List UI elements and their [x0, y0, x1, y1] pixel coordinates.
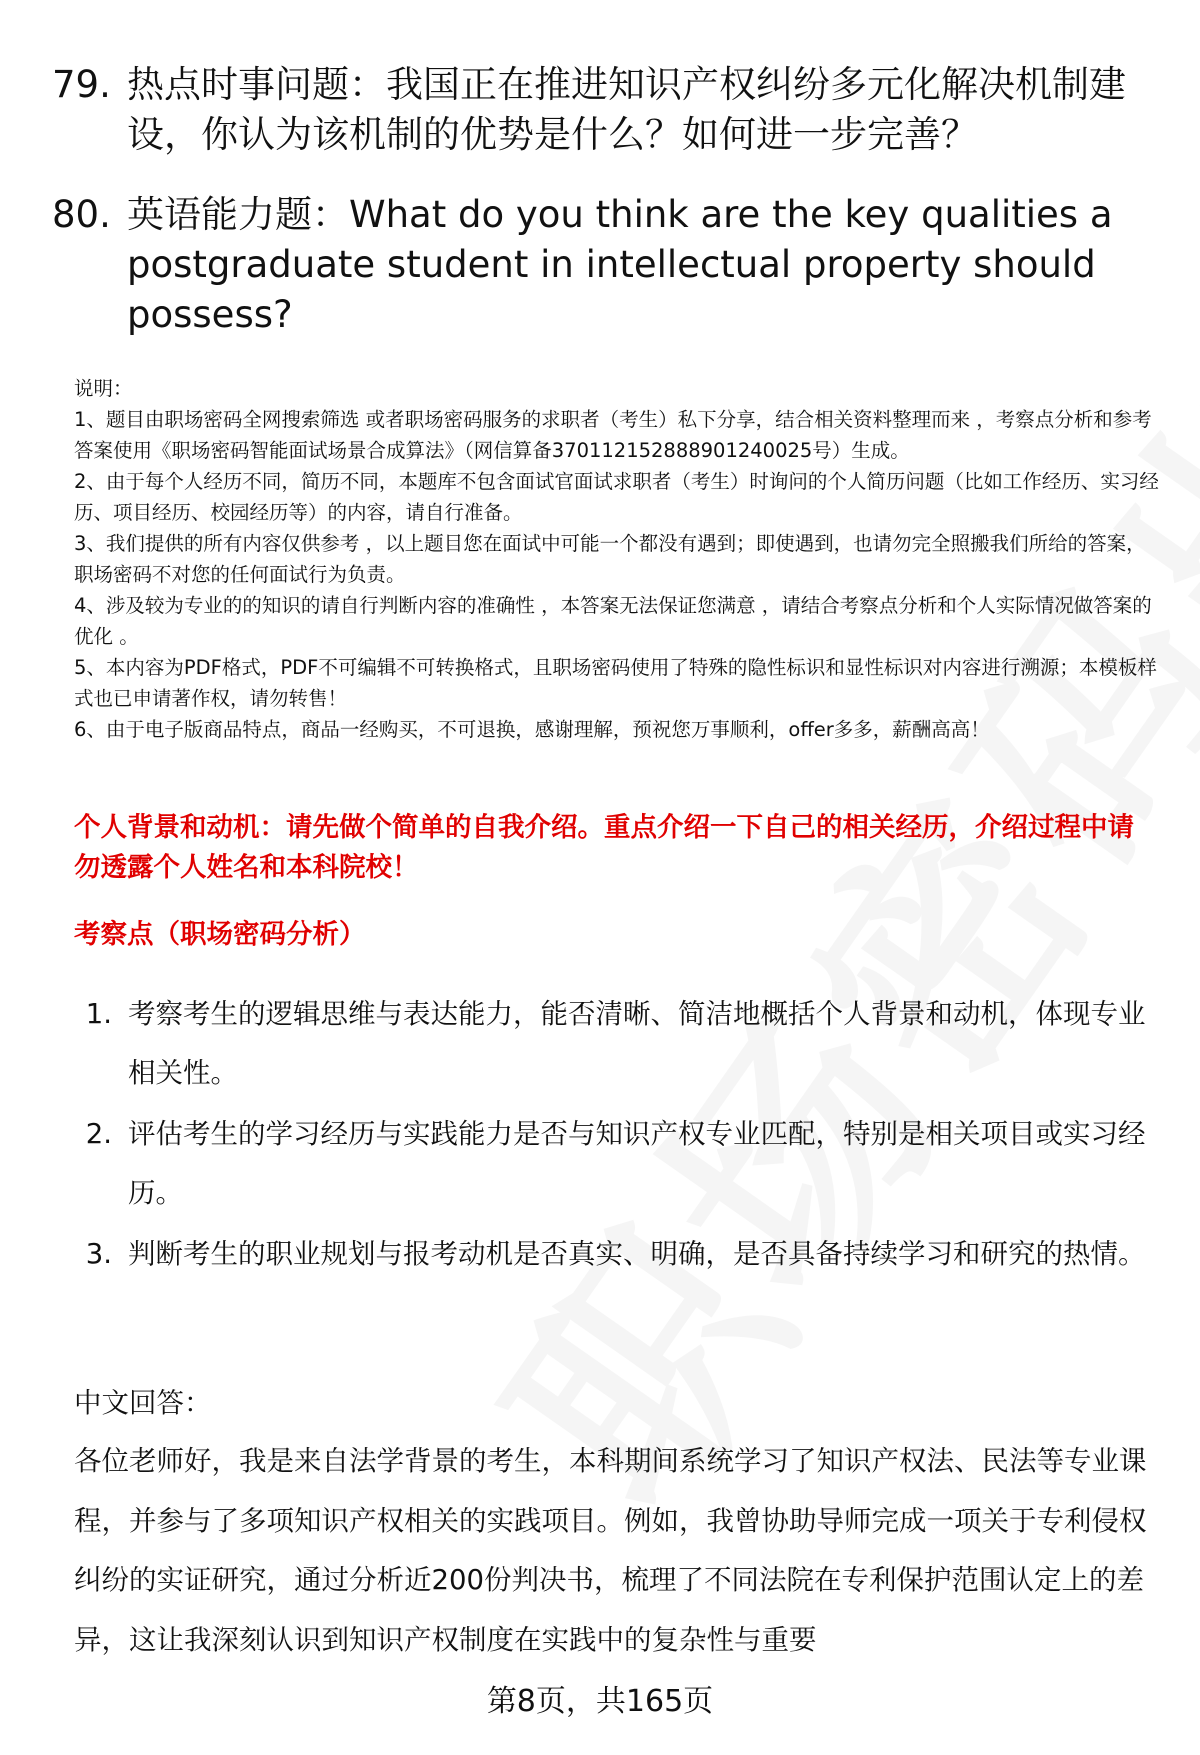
- question-79: [52, 60, 1152, 160]
- answer-text: 各位老师好，我是来自法学背景的考生，本科期间系统学习了知识产权法、民法等专业课程，并参与了多项知识产权相关的实践项目。例如，我曾协助导师完成一项关于专利侵权纠纷的实证研究，通过分析近200份判决书，梳理了不同法院在专利保护范围认定上的差异，这让我深刻认识到知识产权制度在实践中的复杂性与重要: [74, 1445, 1147, 1656]
- question-text: 热点时事问题：我国正在推进知识产权纠纷多元化解决机制建设，你认为该机制的优势是什么？如何进一步完善？: [127, 63, 1126, 156]
- answer-label: 中文回答：: [74, 1387, 212, 1419]
- interview-question: 个人背景和动机：请先做个简单的自我介绍。重点介绍一下自己的相关经历，介绍过程中请勿透露个人姓名和本科院校！: [74, 812, 1134, 883]
- page-footer: 第8页，共165页: [0, 1682, 1200, 1722]
- assessment-point: [74, 1105, 1160, 1223]
- question-number: 80.: [52, 193, 111, 236]
- note-item: 6、由于电子版商品特点，商品一经购买，不可退换，感谢理解，预祝您万事顺利，offer多多，薪酬高高！: [74, 718, 990, 741]
- point-number: 1.: [85, 998, 112, 1030]
- note-item: 3、我们提供的所有内容仅供参考 ，以上题目您在面试中可能一个都没有遇到；即使遇到，也请勿完全照搬我们所给的答案，职场密码不对您的任何面试行为负责。: [74, 532, 1146, 586]
- notes-section: [74, 373, 1160, 745]
- note-item: 2、由于每个人经历不同，简历不同，本题库不包含面试官面试求职者（考生）时询问的个人简历问题（比如工作经历、实习经历、项目经历、校园经历等）的内容，请自行准备。: [74, 470, 1159, 524]
- point-text: 判断考生的职业规划与报考动机是否真实、明确，是否具备持续学习和研究的热情。: [128, 1238, 1146, 1270]
- question-80: [52, 190, 1152, 340]
- notes-title: 说明：: [74, 377, 133, 400]
- note-item: 4、涉及较为专业的的知识的请自行判断内容的准确性 ，本答案无法保证您满意 ，请结合考察点分析和个人实际情况做答案的优化 。: [74, 594, 1152, 648]
- point-text: 评估考生的学习经历与实践能力是否与知识产权专业匹配，特别是相关项目或实习经历。: [128, 1118, 1146, 1209]
- assessment-point: [74, 985, 1160, 1103]
- point-number: 2.: [85, 1118, 112, 1150]
- question-text: 英语能力题：What do you think are the key qualities a postgraduate student in intellectual property should possess?: [127, 193, 1113, 336]
- point-text: 考察考生的逻辑思维与表达能力，能否清晰、简洁地概括个人背景和动机，体现专业相关性。: [128, 998, 1146, 1089]
- assessment-points-heading: 考察点（职场密码分析）: [74, 919, 366, 950]
- note-item: 5、本内容为PDF格式，PDF不可编辑不可转换格式，且职场密码使用了特殊的隐性标识和显性标识对内容进行溯源；本模板样式也已申请著作权，请勿转售！: [74, 656, 1157, 710]
- assessment-point: [74, 1225, 1160, 1284]
- note-item: 1、题目由职场密码全网搜索筛选 或者职场密码服务的求职者（考生）私下分享，结合相关资料整理而来 ，考察点分析和参考答案使用《职场密码智能面试场景合成算法》（网信算备370112152888901240025号）生成。: [74, 408, 1152, 462]
- point-number: 3.: [85, 1238, 112, 1270]
- assessment-points-list: [74, 985, 1160, 1286]
- question-number: 79.: [52, 63, 111, 106]
